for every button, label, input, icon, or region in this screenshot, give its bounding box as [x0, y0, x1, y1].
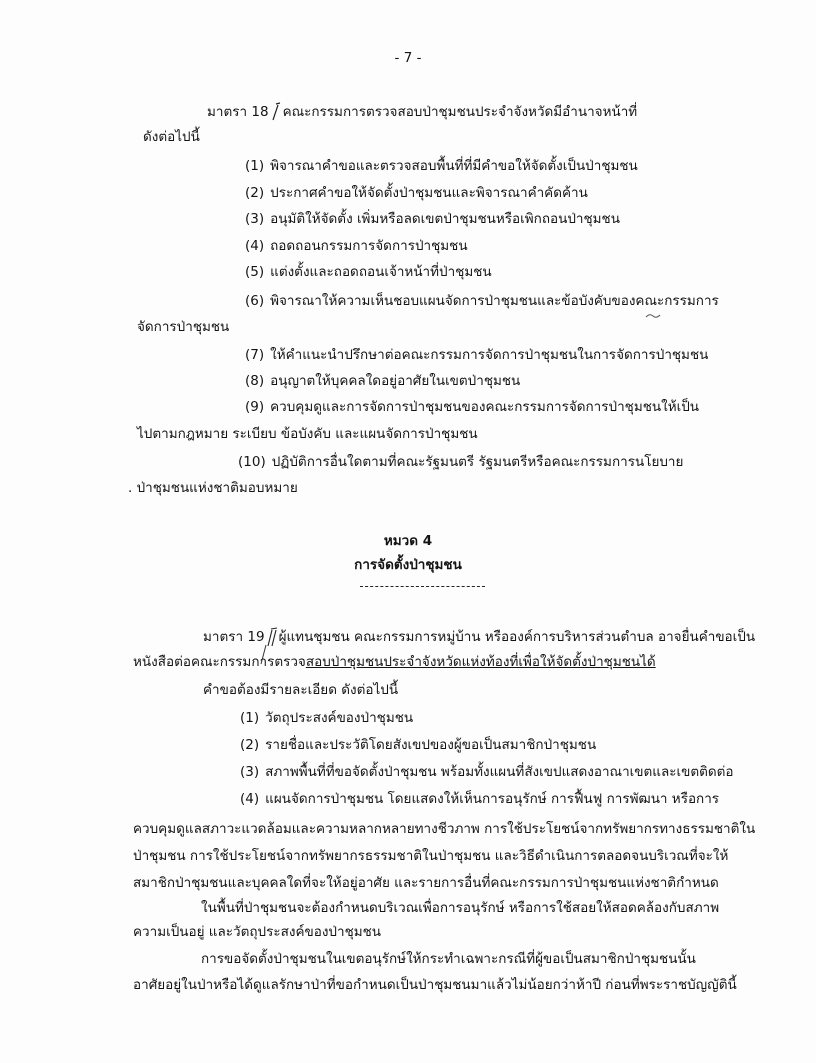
item-number: (1)	[245, 158, 265, 174]
item-number: (5)	[245, 264, 265, 280]
item-number: (8)	[245, 373, 265, 389]
item-text: ควบคุมดูและการจัดการป่าชุมชนของคณะกรรมการจัดการป่าชุมชนให้เป็น	[270, 399, 700, 415]
section-19-item-3	[240, 762, 734, 782]
handwritten-slash-icon	[269, 102, 283, 122]
section-18-lead: คณะกรรมการตรวจสอบป่าชุมชนประจำจังหวัดมีอำนาจหน้าที่	[282, 104, 638, 120]
item-text: ปฏิบัติการอื่นใดตามที่คณะรัฐมนตรี รัฐมนตรีหรือคณะกรรมการนโยบาย	[271, 454, 684, 470]
item-text: ถอดถอนกรรมการจัดการป่าชุมชน	[270, 238, 468, 254]
section-18-item-9	[245, 397, 699, 417]
section-18-lead-continuation: ดังต่อไปนี้	[143, 129, 200, 145]
item-text: รายชื่อและประวัติโดยสังเขปของผู้ขอเป็นสมาชิกป่าชุมชน	[265, 737, 597, 753]
item-number: (10)	[238, 454, 266, 470]
item-number: (2)	[240, 737, 260, 753]
section-18-item-2	[245, 183, 588, 203]
section-19-paragraph-3-line-1: การขอจัดตั้งป่าชุมชนในเขตอนุรักษ์ให้กระทำเฉพาะกรณีที่ผู้ขอเป็นสมาชิกป่าชุมชนนั้น	[201, 951, 696, 967]
section-19-item-2	[240, 735, 596, 755]
handwritten-double-slash-icon	[265, 627, 279, 647]
section-19-label: มาตรา 19	[203, 629, 265, 645]
chapter-title: หมวด 4	[383, 533, 433, 549]
item-number: (3)	[240, 764, 260, 780]
section-18-item-3	[245, 209, 620, 229]
section-19-paragraph-2-line-1: ในพื้นที่ป่าชุมชนจะต้องกำหนดบริเวณเพื่อการอนุรักษ์ หรือการใช้สอยให้สอดคล้องกับสภาพ	[201, 900, 720, 916]
section-19-item-1	[240, 708, 413, 728]
section-18-item-8	[245, 371, 520, 391]
item-text: อนุญาตให้บุคคลใดอยู่อาศัยในเขตป่าชุมชน	[270, 373, 521, 389]
section-19-line-2	[133, 652, 656, 672]
item-text: พิจารณาคำขอและตรวจสอบพื้นที่ที่มีคำขอให้จัดตั้งเป็นป่าชุมชน	[270, 158, 638, 174]
section-18-item-6	[245, 291, 719, 311]
section-19-paragraph-2-line-2: ความเป็นอยู่ และวัตถุประสงค์ของป่าชุมชน	[133, 924, 382, 940]
item-text: วัตถุประสงค์ของป่าชุมชน	[265, 710, 414, 726]
page-number: - 7 -	[394, 50, 422, 66]
section-18-item-1	[245, 156, 638, 176]
section-18-item-5	[245, 262, 492, 282]
section-19-paragraph-3-line-2: อาศัยอยู่ในป่าหรือได้ดูแลรักษาป่าที่ขอกำหนดเป็นป่าชุมชนมาแล้วไม่น้อยกว่าห้าปี ก่อนที่พระราชบัญญัตินี้	[133, 977, 737, 993]
section-18-item-9-continuation: ไปตามกฎหมาย ระเบียบ ข้อบังคับ และแผนจัดการป่าชุมชน	[137, 426, 478, 442]
item-number: (2)	[245, 185, 265, 201]
item-number: (9)	[245, 399, 265, 415]
item-text: แต่งตั้งและถอดถอนเจ้าหน้าที่ป่าชุมชน	[270, 264, 492, 280]
item-number: (1)	[240, 710, 260, 726]
handwritten-tilde-icon	[645, 312, 661, 320]
section-19-item-4	[240, 789, 719, 809]
item-number: (4)	[240, 791, 260, 807]
section-19-line-2-plain: หนังสือต่อคณะกรรมการตรวจ	[133, 654, 306, 670]
item-number: (3)	[245, 211, 265, 227]
section-18-item-7	[245, 345, 708, 365]
section-19-item-4-continuation-3: สมาชิกป่าชุมชนและบุคคลใดที่จะให้อยู่อาศัย และรายการอื่นที่คณะกรรมการป่าชุมชนแห่งชาติกำหนด	[133, 875, 719, 891]
section-19-item-4-continuation-2: ป่าชุมชน การใช้ประโยชน์จากทรัพยากรธรรมชาติในป่าชุมชน และวิธีดำเนินการตลอดจนบริเวณที่จะให้	[133, 848, 729, 864]
item-text: แผนจัดการป่าชุมชน โดยแสดงให้เห็นการอนุรักษ์ การฟื้นฟู การพัฒนา หรือการ	[265, 791, 720, 807]
item-text: ประกาศคำขอให้จัดตั้งป่าชุมชนและพิจารณาคำคัดค้าน	[270, 185, 588, 201]
item-number: (7)	[245, 347, 265, 363]
chapter-divider	[360, 586, 485, 587]
section-19-line-2-underlined: สอบป่าชุมชนประจำจังหวัดแห่งท้องที่เพื่อให้จัดตั้งป่าชุมชนได้	[305, 654, 656, 670]
section-18-label: มาตรา 18	[207, 104, 269, 120]
item-text: สภาพพื้นที่ที่ขอจัดตั้งป่าชุมชน พร้อมทั้งแผนที่สังเขปแสดงอาณาเขตและเขตติดต่อ	[265, 764, 734, 780]
item-text: ให้คำแนะนำปรึกษาต่อคณะกรรมการจัดการป่าชุมชนในการจัดการป่าชุมชน	[270, 347, 709, 363]
section-18-item-6-continuation: จัดการป่าชุมชน	[137, 319, 230, 335]
item-number: (6)	[245, 293, 265, 309]
section-19-item-4-continuation-1: ควบคุมดูแลสภาวะแวดล้อมและความหลากหลายทางชีวภาพ การใช้ประโยชน์จากทรัพยากรทางธรรมชาติใน	[133, 821, 756, 837]
chapter-subtitle: การจัดตั้งป่าชุมชน	[354, 557, 462, 573]
item-text: พิจารณาให้ความเห็นชอบแผนจัดการป่าชุมชนและข้อบังคับของคณะกรรมการ	[270, 293, 719, 309]
section-18-item-10	[238, 452, 683, 472]
section-18-heading-line	[207, 102, 637, 122]
section-19-heading-line	[203, 627, 755, 647]
section-19-line-3: คำขอต้องมีรายละเอียด ดังต่อไปนี้	[203, 682, 399, 698]
section-18-item-10-continuation: . ป่าชุมชนแห่งชาติมอบหมาย	[128, 480, 298, 496]
item-number: (4)	[245, 238, 265, 254]
section-19-lead: ผู้แทนชุมชน คณะกรรมการหมู่บ้าน หรือองค์การบริหารส่วนตำบล อาจยื่นคำขอเป็น	[278, 629, 756, 645]
item-text: อนุมัติให้จัดตั้ง เพิ่มหรือลดเขตป่าชุมชนหรือเพิกถอนป่าชุมชน	[270, 211, 620, 227]
section-18-item-4	[245, 236, 468, 256]
